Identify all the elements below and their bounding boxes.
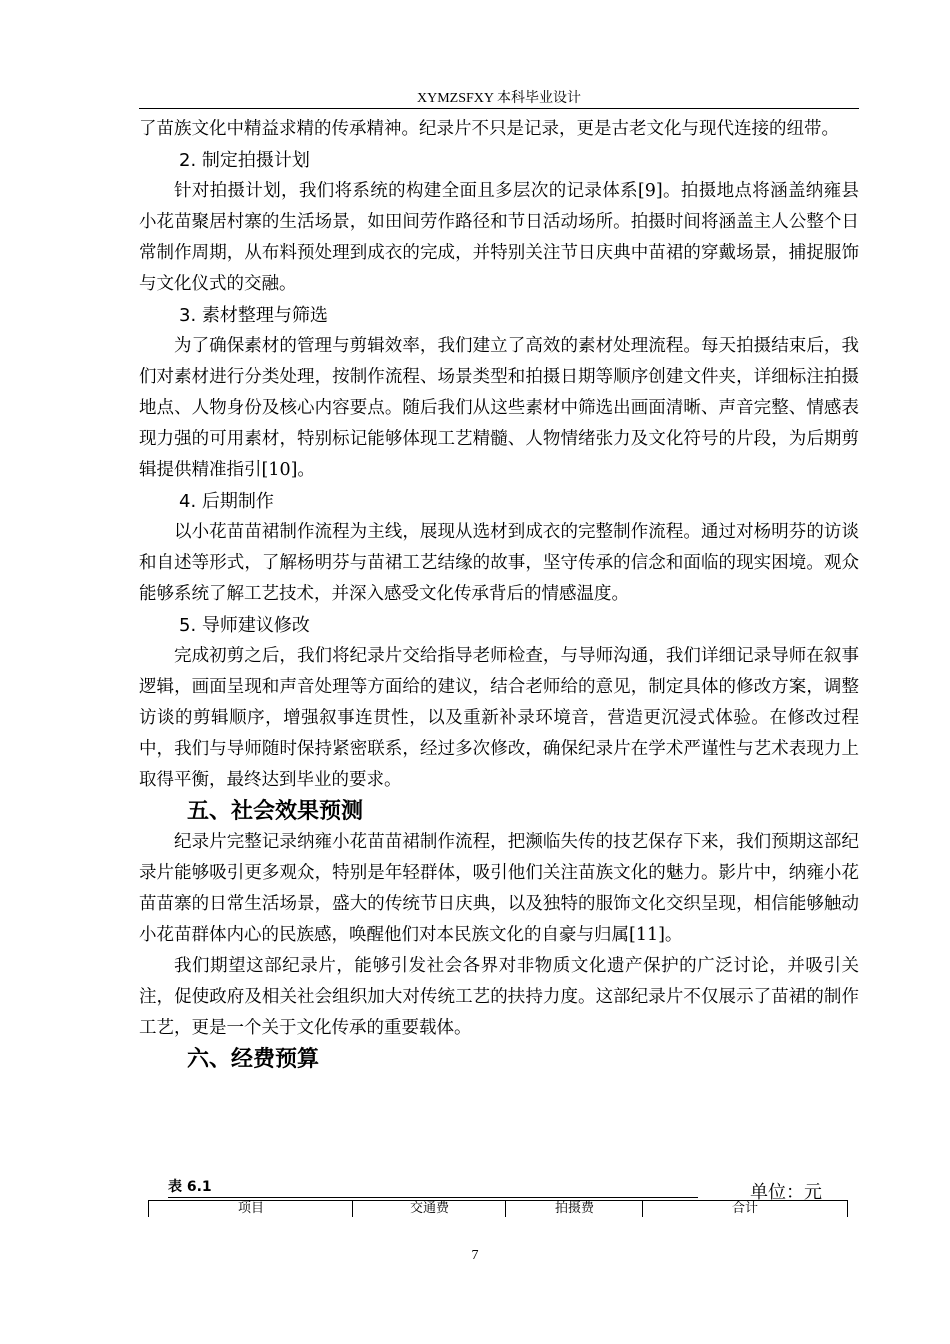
section-title-budget: 六、经费预算 [187,1047,320,1072]
unit-label: 单位：元 [750,1182,822,1203]
heading-advisor-revision: 5. 导师建议修改 [179,615,310,636]
paragraph-post-production: 以小花苗苗裙制作流程为主线，展现从选材到成衣的完整制作流程。通过对杨明芬的访谈和自述等形式，了解杨明芬与苗裙工艺结缘的故事，坚守传承的信念和面临的现实困境。观众能够系统了解工艺技术，并深入感受文化传承背后的情感温度。 [139,522,859,604]
paragraph-shooting-plan: 针对拍摄计划，我们将系统的构建全面且多层次的记录体系[9]。拍摄地点将涵盖纳雍县小花苗聚居村寨的生活场景，如田间劳作路径和节日活动场所。拍摄时间将涵盖主人公整个日常制作周期，从布料预处理到成衣的完成，并特别关注节日庆典中苗裙的穿戴场景，捕捉服饰与文化仪式的交融。 [139,181,859,294]
paragraph-continuation: 了苗族文化中精益求精的传承精神。纪录片不只是记录，更是古老文化与现代连接的纽带。 [139,119,839,139]
paragraph-social-effect-1: 纪录片完整记录纳雍小花苗苗裙制作流程，把濒临失传的技艺保存下来，我们预期这部纪录片能够吸引更多观众，特别是年轻群体，吸引他们关注苗族文化的魅力。影片中，纳雍小花苗苗寨的日常生活场景，盛大的传统节日庆典，以及独特的服饰文化交织呈现，相信能够触动小花苗群体内心的民族感，唤醒他们对本民族文化的自豪与归属[11]。 [139,832,859,945]
paragraph-social-effect-2: 我们期望这部纪录片，能够引发社会各界对非物质文化遗产保护的广泛讨论，并吸引关注，促使政府及相关社会组织加大对传统工艺的扶持力度。这部纪录片不仅展示了苗裙的制作工艺，更是一个关于文化传承的重要载体。 [139,956,859,1038]
heading-material-sorting: 3. 素材整理与筛选 [179,305,328,326]
table-header-total: 合计 [642,1201,848,1217]
heading-shooting-plan: 2. 制定拍摄计划 [179,150,310,171]
table-header-item: 项目 [148,1201,353,1217]
heading-post-production: 4. 后期制作 [179,491,274,512]
table-caption: 表 6.1 [168,1179,212,1195]
page-number: 7 [471,1248,479,1263]
table-header-transport: 交通费 [352,1201,506,1217]
paragraph-advisor-revision: 完成初剪之后，我们将纪录片交给指导老师检查，与导师沟通，我们详细记录导师在叙事逻辑，画面呈现和声音处理等方面给的建议，结合老师给的意见，制定具体的修改方案，调整访谈的剪辑顺序，增强叙事连贯性，以及重新补录环境音，营造更沉浸式体验。在修改过程中，我们与导师随时保持紧密联系，经过多次修改，确保纪录片在学术严谨性与艺术表现力上取得平衡，最终达到毕业的要求。 [139,646,859,790]
paragraph-material-sorting: 为了确保素材的管理与剪辑效率，我们建立了高效的素材处理流程。每天拍摄结束后，我们对素材进行分类处理，按制作流程、场景类型和拍摄日期等顺序创建文件夹，详细标注拍摄地点、人物身份及核心内容要点。随后我们从这些素材中筛选出画面清晰、声音完整、情感表现力强的可用素材，特别标记能够体现工艺精髓、人物情绪张力及文化符号的片段，为后期剪辑提供精准指引[10]。 [139,336,859,480]
section-title-social-effect: 五、社会效果预测 [187,799,364,824]
header-divider [139,108,859,109]
budget-table [148,1200,848,1217]
caption-divider [168,1197,698,1198]
page-body [139,114,859,1075]
running-header: XYMZSFXY 本科毕业设计 [417,91,581,106]
table-header-shooting: 拍摄费 [505,1201,643,1217]
